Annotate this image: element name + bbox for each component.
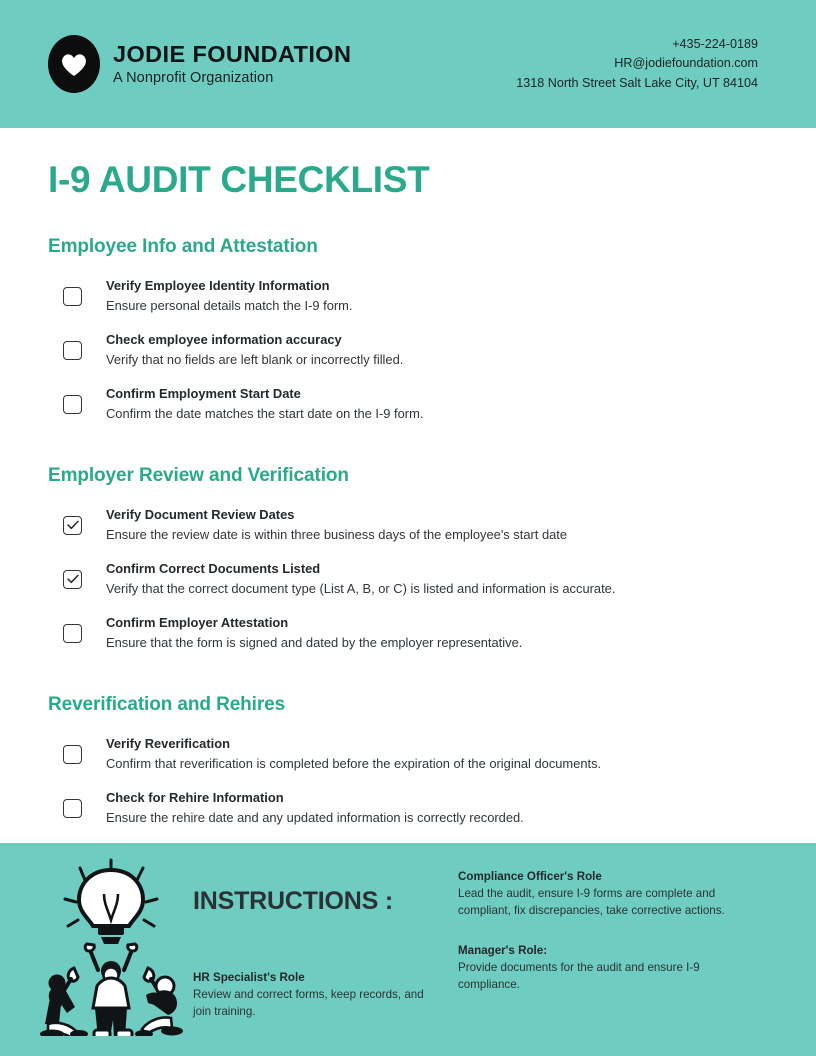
- role-title: Manager's Role:: [458, 943, 548, 957]
- brand-logo: [48, 35, 351, 93]
- section-employer-review: [48, 465, 758, 653]
- item-description: Confirm that reverification is completed before the expiration of the original documents.: [106, 756, 602, 772]
- item-description: Ensure personal details match the I-9 form.: [106, 298, 353, 314]
- checklist-item[interactable]: [48, 275, 758, 316]
- role-description: Lead the audit, ensure I-9 forms are complete and compliant, fix discrepancies, take corrective actions.: [458, 887, 725, 918]
- checklist-item[interactable]: [48, 329, 758, 370]
- checklist-item[interactable]: [48, 558, 758, 599]
- checkbox[interactable]: [63, 395, 82, 414]
- roles-column: [440, 843, 816, 994]
- item-title: Check for Rehire Information: [106, 789, 284, 805]
- item-title: Confirm Employment Start Date: [106, 385, 301, 401]
- section-heading: Employer Review and Verification: [48, 464, 349, 486]
- item-description: Verify that the correct document type (List A, B, or C) is listed and information is accurate.: [106, 581, 616, 597]
- item-description: Ensure the review date is within three business days of the employee's start date: [106, 527, 568, 543]
- item-description: Ensure that the form is signed and dated by the employer representative.: [106, 635, 523, 651]
- item-title: Verify Employee Identity Information: [106, 277, 330, 293]
- page-footer: [0, 843, 816, 1056]
- contact-address: 1318 North Street Salt Lake City, UT 84104: [516, 75, 758, 90]
- section-employee-info: [48, 236, 758, 424]
- section-heading: Employee Info and Attestation: [48, 235, 318, 257]
- checklist-item[interactable]: [48, 612, 758, 653]
- instructions-column: [185, 843, 440, 1021]
- item-title: Check employee information accuracy: [106, 331, 342, 347]
- role-description: Review and correct forms, keep records, and join training.: [193, 988, 424, 1019]
- checklist-item[interactable]: [48, 383, 758, 424]
- item-title: Verify Reverification: [106, 735, 230, 751]
- brand-tagline: A Nonprofit Organization: [113, 70, 274, 86]
- role-title: Compliance Officer's Role: [458, 870, 602, 883]
- checkbox[interactable]: [63, 341, 82, 360]
- checkbox[interactable]: [63, 799, 82, 818]
- role-title: HR Specialist's Role: [193, 971, 305, 984]
- checkbox[interactable]: [63, 624, 82, 643]
- contact-email: HR@jodiefoundation.com: [614, 56, 758, 71]
- item-description: Ensure the rehire date and any updated information is correctly recorded.: [106, 809, 524, 825]
- checklist-item[interactable]: [48, 504, 758, 545]
- checklist-item[interactable]: [48, 787, 758, 828]
- checklist-item[interactable]: [48, 733, 758, 774]
- section-reverification: [48, 694, 758, 828]
- role-hr-specialist: [193, 969, 440, 1021]
- instructions-heading: INSTRUCTIONS :: [193, 887, 393, 915]
- brand-name: JODIE FOUNDATION: [113, 40, 352, 67]
- page-title: I-9 AUDIT CHECKLIST: [48, 159, 430, 200]
- item-description: Confirm the date matches the start date on the I-9 form.: [106, 406, 424, 422]
- checkbox[interactable]: [63, 287, 82, 306]
- role-description: Provide documents for the audit and ensure I-9 compliance.: [458, 961, 700, 992]
- item-title: Confirm Correct Documents Listed: [106, 560, 321, 576]
- teamwork-lightbulb-illustration: [0, 843, 185, 1036]
- contact-info: [516, 35, 758, 93]
- role-manager: [458, 942, 766, 994]
- item-description: Verify that no fields are left blank or incorrectly filled.: [106, 352, 404, 368]
- checklist-body: [0, 161, 816, 828]
- item-title: Verify Document Review Dates: [106, 506, 295, 522]
- contact-phone: +435-224-0189: [672, 36, 758, 51]
- page-header: [0, 0, 816, 128]
- checkbox[interactable]: [63, 570, 82, 589]
- item-title: Confirm Employer Attestation: [106, 614, 289, 630]
- checkbox[interactable]: [63, 516, 82, 535]
- heart-in-circle-icon: [48, 35, 100, 93]
- checkbox[interactable]: [63, 745, 82, 764]
- role-compliance-officer: [458, 868, 766, 920]
- section-heading: Reverification and Rehires: [48, 693, 286, 715]
